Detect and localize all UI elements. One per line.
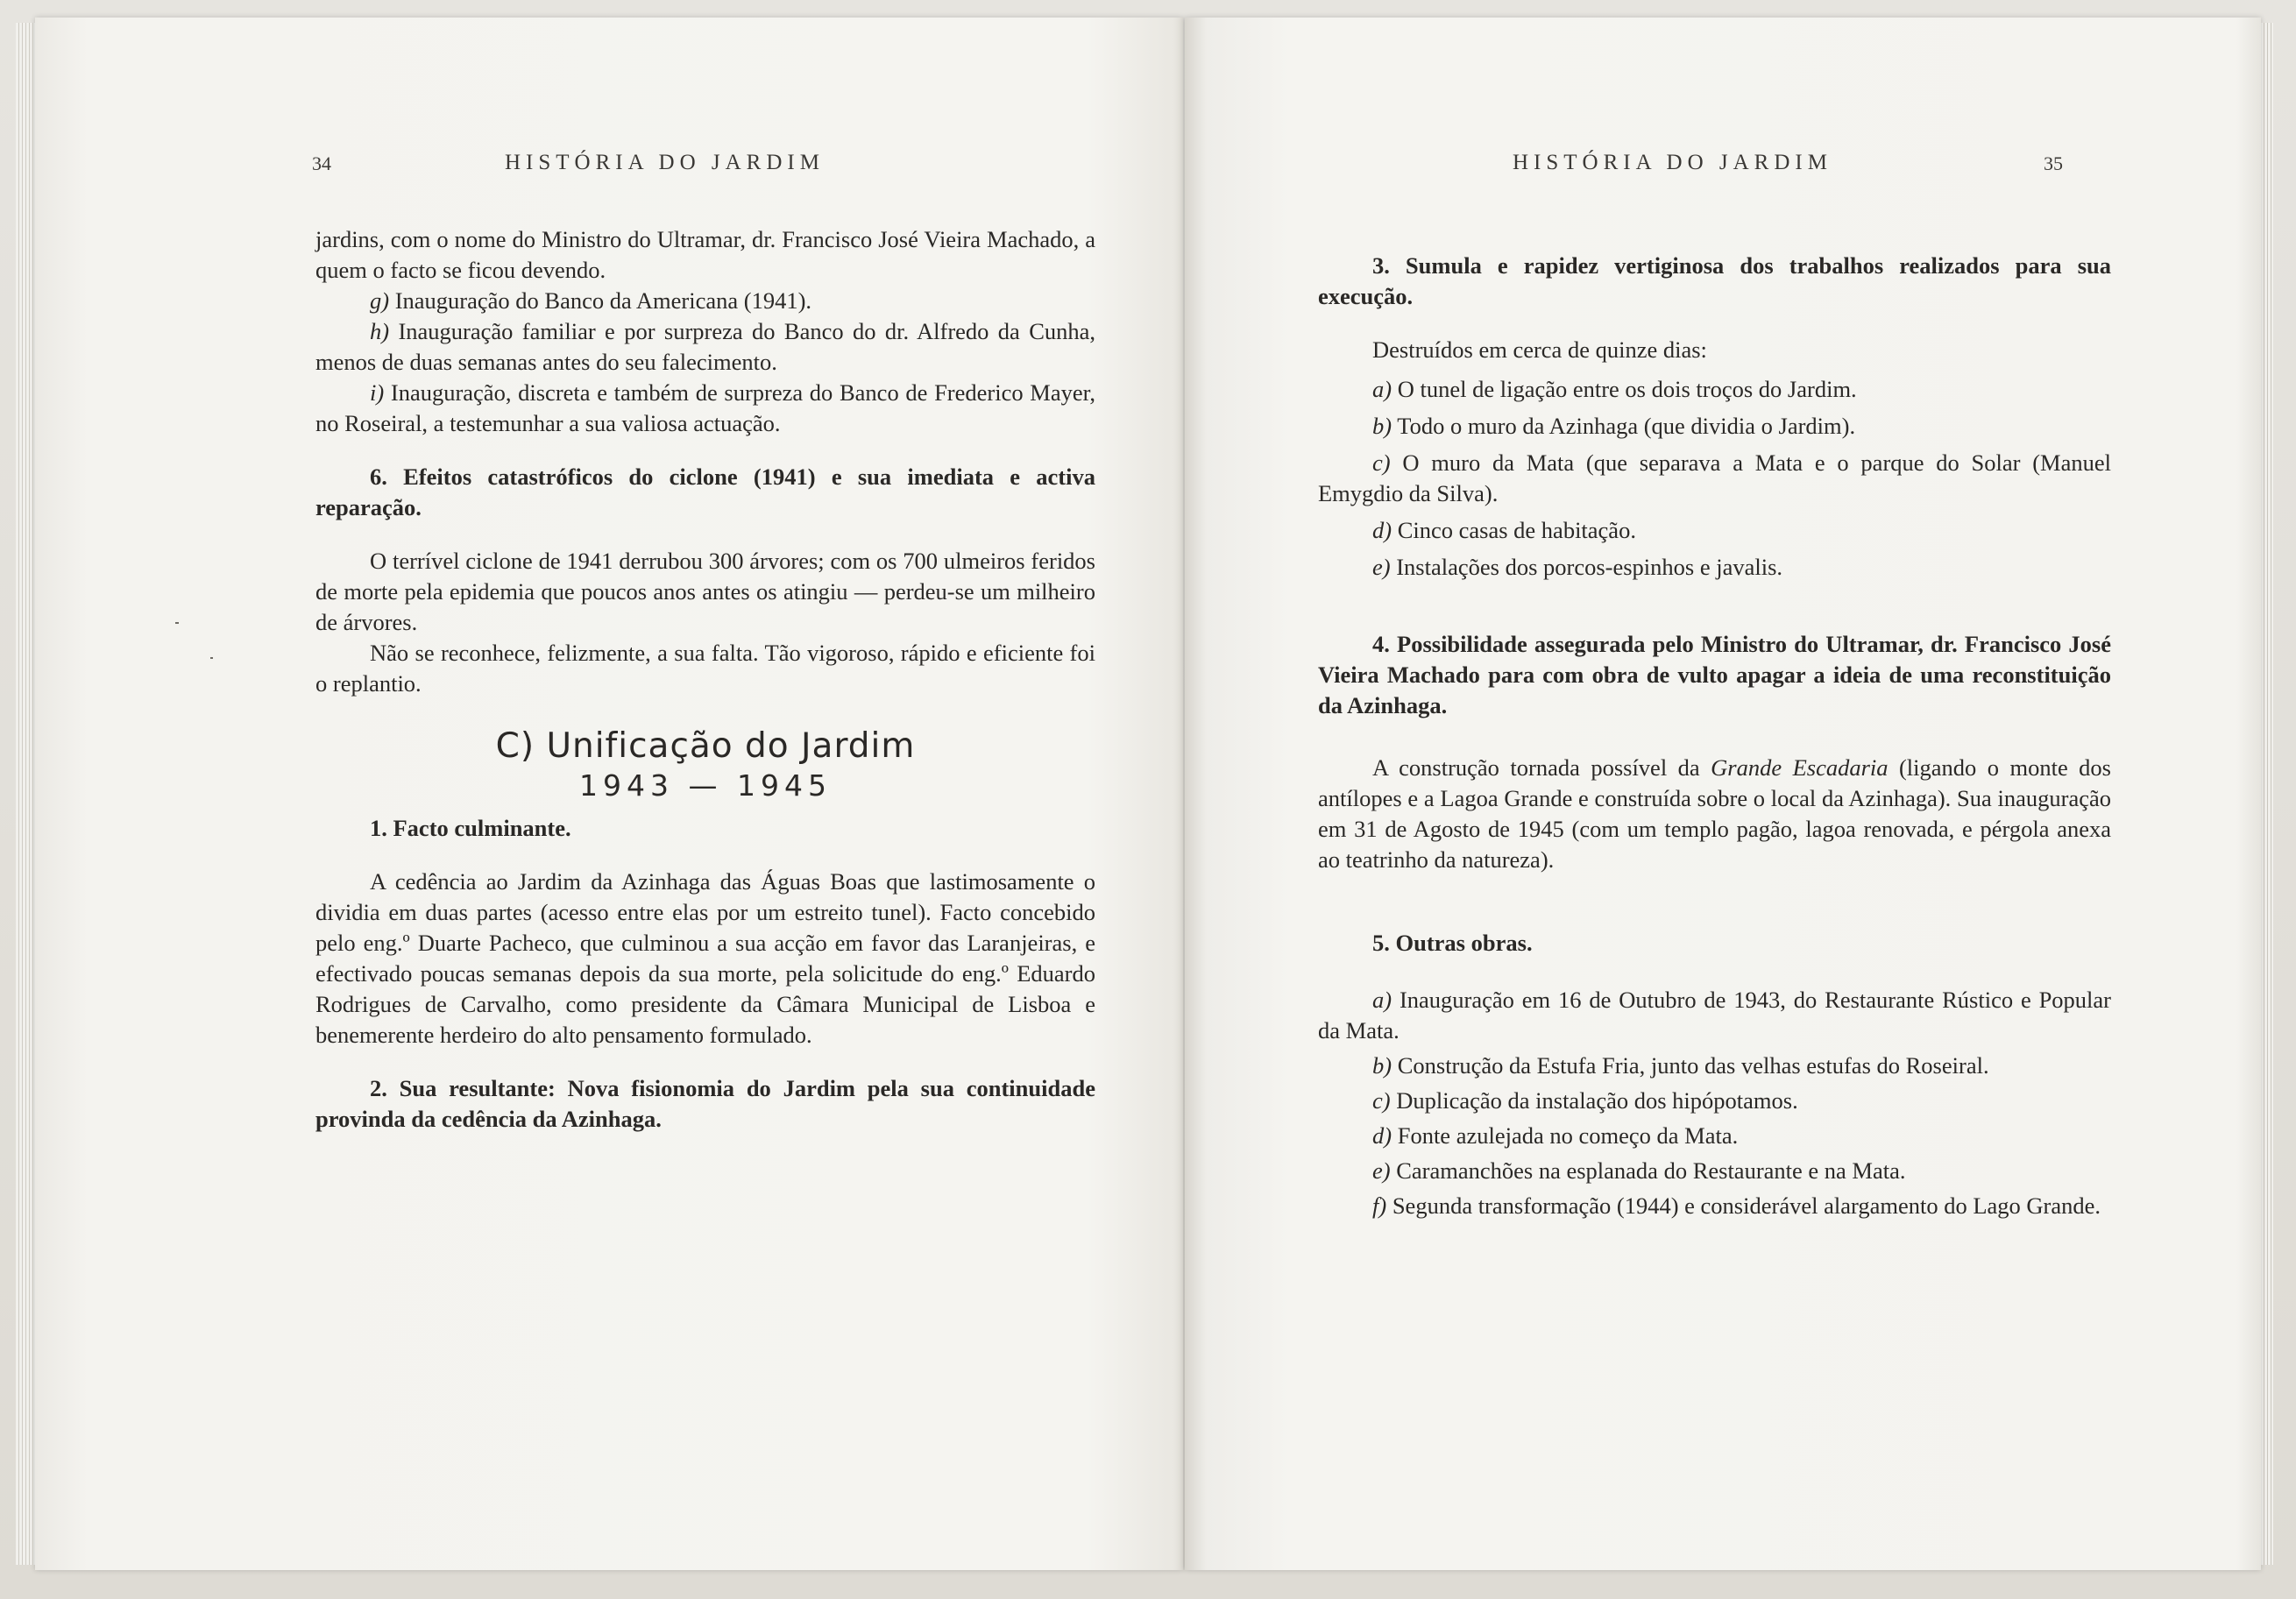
heading-3: 3. Sumula e rapidez vertiginosa dos trabalhos realizados para sua execução.	[1318, 252, 2111, 309]
paragraph: jardins, com o nome do Ministro do Ultramar, dr. Francisco José Vieira Machado, a quem o facto se ficou devendo.	[315, 226, 1095, 283]
paragraph: A cedência ao Jardim da Azinhaga das Águas Boas que lastimosamente o dividia em duas partes (acesso entre elas por um estreito tunel). Facto concebido pelo eng.º Duarte Pacheco, que culminou a sua acção em favor das Laranjeiras, e efectivado poucas semanas depois da sua morte, pela solicitude do eng.º Eduardo Rodrigues de Carvalho, como presidente da Câmara Municipal de Lisboa e benemerente herdeiro do alto pensamento formulado.	[315, 868, 1095, 1048]
list-3	[1318, 374, 2111, 583]
list-item: d) Cinco casas de habitação.	[1372, 517, 1636, 543]
section-title: C) Unificação do Jardim	[495, 726, 916, 766]
speck	[175, 622, 179, 624]
page-number: 34	[312, 152, 331, 174]
list-item-h: h) Inauguração familiar e por surpreza do Banco do dr. Alfredo da Cunha, menos de duas semanas antes do seu falecimento.	[315, 318, 1096, 375]
right-page	[1185, 18, 2261, 1570]
paragraph: Não se reconhece, felizmente, a sua falta. Tão vigoroso, rápido e eficiente foi o replantio.	[315, 640, 1095, 697]
left-page	[35, 18, 1183, 1570]
list-item: a) O tunel de ligação entre os dois troços do Jardim.	[1372, 376, 1857, 402]
list-item: c) O muro da Mata (que separava a Mata e o parque do Solar (Manuel Emygdio da Silva).	[1318, 449, 2112, 506]
paragraph: A construção tornada possível da Grande Escadaria (ligando o monte dos antílopes e a Lagoa Grande e construída sobre o local da Azinhaga). Sua inauguração em 31 de Agosto de 1945 (com um templo pagão, lagoa renovada, e pérgola anexa ao teatrinho da natureza).	[1318, 754, 2111, 873]
list-item: f) Segunda transformação (1944) e considerável alargamento do Lago Grande.	[1372, 1192, 2101, 1219]
list-5	[1318, 985, 2111, 1221]
list-item: a) Inauguração em 16 de Outubro de 1943, do Restaurante Rústico e Popular da Mata.	[1318, 987, 2112, 1044]
list-item: e) Instalações dos porcos-espinhos e javalis.	[1372, 554, 1783, 580]
heading-1: 1. Facto culminante.	[370, 815, 571, 841]
heading-4: 4. Possibilidade assegurada pelo Ministro do Ultramar, dr. Francisco José Vieira Machado para com obra de vulto apagar a ideia de uma reconstituição da Azinhaga.	[1318, 631, 2111, 718]
left-text-column	[315, 224, 1095, 1135]
heading-5: 5. Outras obras.	[1372, 930, 1533, 956]
list-item: b) Todo o muro da Azinhaga (que dividia o Jardim).	[1372, 413, 1856, 439]
paragraph: O terrível ciclone de 1941 derrubou 300 árvores; com os 700 ulmeiros feridos de morte pela epidemia que poucos anos antes os atingiu — perdeu-se um milheiro de árvores.	[315, 548, 1095, 635]
page-number: 35	[2044, 152, 2063, 174]
list-item: d) Fonte azulejada no começo da Mata.	[1372, 1122, 1739, 1149]
section-years: 1943 — 1945	[579, 768, 832, 803]
right-text-column	[1318, 251, 2111, 1226]
running-head: HISTÓRIA DO JARDIM	[1513, 151, 1832, 174]
list-item: c) Duplicação da instalação dos hipópotamos.	[1372, 1087, 1798, 1114]
paragraph: Destruídos em cerca de quinze dias:	[1372, 336, 1707, 363]
list-item: e) Caramanchões na esplanada do Restaurante e na Mata.	[1372, 1157, 1906, 1184]
speck	[210, 657, 213, 659]
running-head: HISTÓRIA DO JARDIM	[505, 151, 825, 174]
list-item-g: g) Inauguração do Banco da Americana (1941).	[370, 287, 812, 314]
heading-6: 6. Efeitos catastróficos do ciclone (1941) e sua imediata e activa reparação.	[315, 463, 1095, 520]
list-item-i: i) Inauguração, discreta e também de surpreza do Banco de Frederico Mayer, no Roseiral, a testemunhar a sua valiosa actuação.	[315, 379, 1096, 436]
left-page-edges	[16, 23, 37, 1565]
list-item: b) Construção da Estufa Fria, junto das velhas estufas do Roseiral.	[1372, 1052, 1989, 1079]
heading-2: 2. Sua resultante: Nova fisionomia do Jardim pela sua continuidade provinda da cedência da Azinhaga.	[315, 1075, 1095, 1132]
